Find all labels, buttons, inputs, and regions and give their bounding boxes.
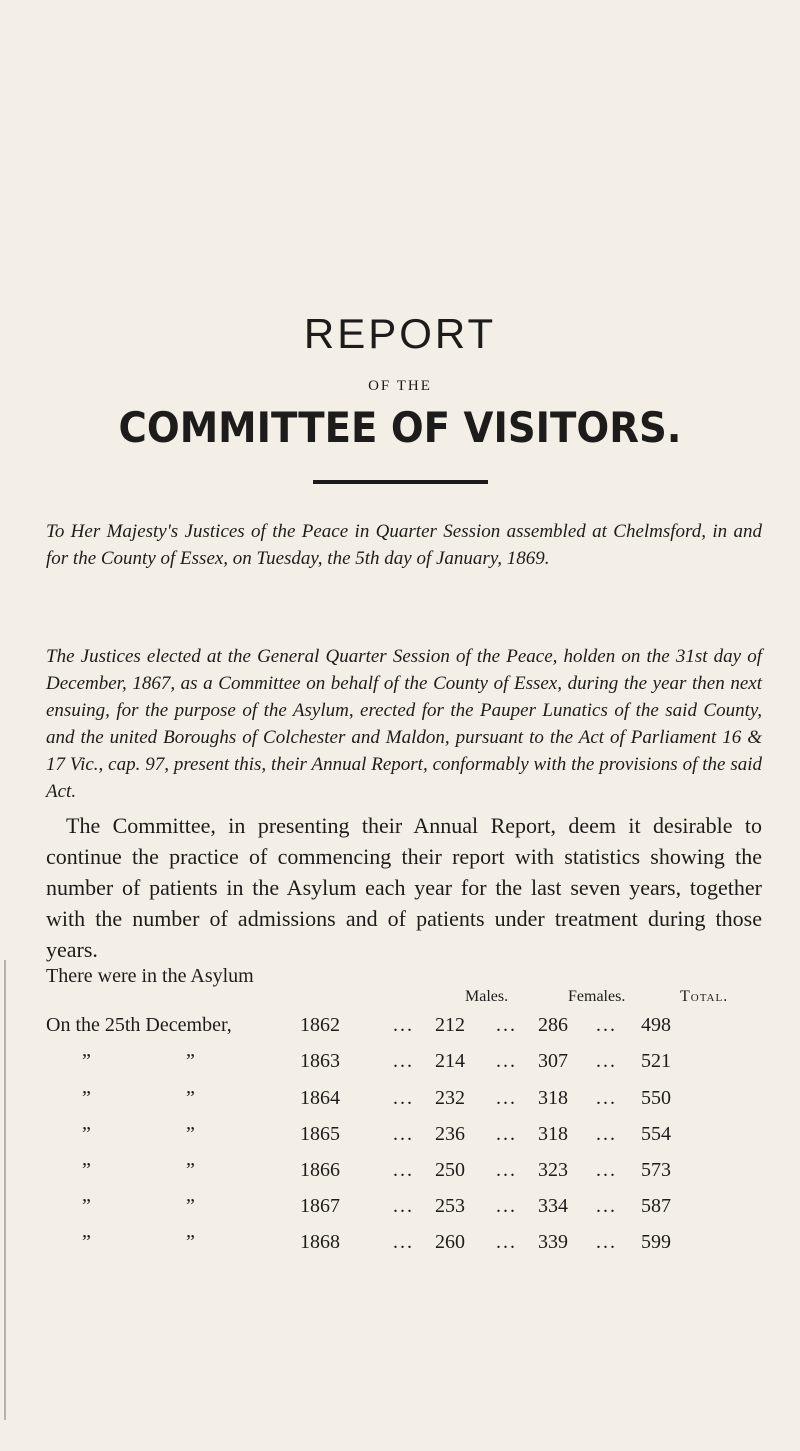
dot-leader: ... xyxy=(393,1159,414,1181)
header-males: Males. xyxy=(465,988,509,1005)
row-label: On the 25th December, xyxy=(46,1014,232,1036)
ditto-mark: ” xyxy=(186,1050,195,1072)
row-year: 1862 xyxy=(300,1014,340,1036)
address-paragraph: To Her Majesty's Justices of the Peace in Quarter Session assembled at Chelmsford, in and for the County of Essex, on Tuesday, the 5th day of January, 1869. xyxy=(46,521,762,569)
ditto-mark: ” xyxy=(186,1195,195,1217)
row-females: 318 xyxy=(538,1123,568,1145)
subtitle-of-the: OF THE xyxy=(368,378,432,394)
row-total: 521 xyxy=(641,1050,671,1072)
row-males: 253 xyxy=(435,1195,465,1217)
row-males: 236 xyxy=(435,1123,465,1145)
row-males: 214 xyxy=(435,1050,465,1072)
row-year: 1868 xyxy=(300,1231,340,1253)
preamble-paragraph: The Justices elected at the General Quarter Session of the Peace, holden on the 31st day of December, 1867, as a Committee on behalf of the County of Essex, during the year then next ensuing, for the purpose of the Asylum, erected for the Pauper Lunatics of the said County, and the united Boroughs of Colchester and Maldon, pursuant to the Act of Parliament 16 & 17 Vic., cap. 97, present this, their Annual Report, conformably with the provisions of the said Act. xyxy=(46,646,762,802)
header-total: Total. xyxy=(680,988,729,1005)
dot-leader: ... xyxy=(596,1014,617,1036)
ditto-mark: ” xyxy=(82,1159,91,1181)
ditto-mark: ” xyxy=(82,1050,91,1072)
body-text: The Committee, in presenting their Annual Report, deem it desirable to continue the practice of commencing their report with statistics showing the number of patients in the Asylum each year for the last seven years, together with the number of admissions and of patients under treatment during those years. xyxy=(46,813,762,962)
row-total: 573 xyxy=(641,1159,671,1181)
ditto-mark: ” xyxy=(186,1123,195,1145)
ditto-mark: ” xyxy=(82,1195,91,1217)
row-females: 334 xyxy=(538,1195,568,1217)
row-year: 1863 xyxy=(300,1050,340,1072)
dot-leader: ... xyxy=(496,1159,517,1181)
row-total: 554 xyxy=(641,1123,671,1145)
table-intro: There were in the Asylum xyxy=(46,965,254,987)
ditto-mark: ” xyxy=(186,1087,195,1109)
row-total: 587 xyxy=(641,1195,671,1217)
body-paragraph xyxy=(46,810,762,965)
row-females: 286 xyxy=(538,1014,568,1036)
dot-leader: ... xyxy=(496,1087,517,1109)
row-males: 260 xyxy=(435,1231,465,1253)
row-females: 339 xyxy=(538,1231,568,1253)
row-males: 212 xyxy=(435,1014,465,1036)
dot-leader: ... xyxy=(596,1195,617,1217)
table-row xyxy=(0,1087,800,1117)
dot-leader: ... xyxy=(393,1195,414,1217)
row-total: 550 xyxy=(641,1087,671,1109)
dot-leader: ... xyxy=(393,1231,414,1253)
row-females: 307 xyxy=(538,1050,568,1072)
row-total: 498 xyxy=(641,1014,671,1036)
row-females: 318 xyxy=(538,1087,568,1109)
ditto-mark: ” xyxy=(186,1231,195,1253)
row-total: 599 xyxy=(641,1231,671,1253)
ditto-mark: ” xyxy=(186,1159,195,1181)
row-year: 1865 xyxy=(300,1123,340,1145)
table-row xyxy=(0,1123,800,1153)
dot-leader: ... xyxy=(596,1231,617,1253)
row-year: 1866 xyxy=(300,1159,340,1181)
row-year: 1867 xyxy=(300,1195,340,1217)
dot-leader: ... xyxy=(596,1159,617,1181)
row-year: 1864 xyxy=(300,1087,340,1109)
report-title: REPORT xyxy=(303,310,497,357)
dot-leader: ... xyxy=(596,1123,617,1145)
dot-leader: ... xyxy=(393,1087,414,1109)
dot-leader: ... xyxy=(496,1014,517,1036)
dot-leader: ... xyxy=(496,1123,517,1145)
table-row xyxy=(0,1050,800,1080)
dot-leader: ... xyxy=(496,1195,517,1217)
dot-leader: ... xyxy=(393,1123,414,1145)
table-row xyxy=(0,1159,800,1189)
dot-leader: ... xyxy=(496,1231,517,1253)
table-row xyxy=(0,1014,800,1044)
ditto-mark: ” xyxy=(82,1087,91,1109)
dot-leader: ... xyxy=(496,1050,517,1072)
row-females: 323 xyxy=(538,1159,568,1181)
table-row xyxy=(0,1231,800,1261)
committee-heading: COMMITTEE OF VISITORS. xyxy=(118,403,682,452)
dot-leader: ... xyxy=(393,1014,414,1036)
ditto-mark: ” xyxy=(82,1123,91,1145)
row-males: 232 xyxy=(435,1087,465,1109)
ditto-mark: ” xyxy=(82,1231,91,1253)
dot-leader: ... xyxy=(393,1050,414,1072)
dot-leader: ... xyxy=(596,1050,617,1072)
dot-leader: ... xyxy=(596,1087,617,1109)
row-males: 250 xyxy=(435,1159,465,1181)
table-row xyxy=(0,1195,800,1225)
header-females: Females. xyxy=(568,988,626,1005)
divider-rule xyxy=(313,480,488,484)
